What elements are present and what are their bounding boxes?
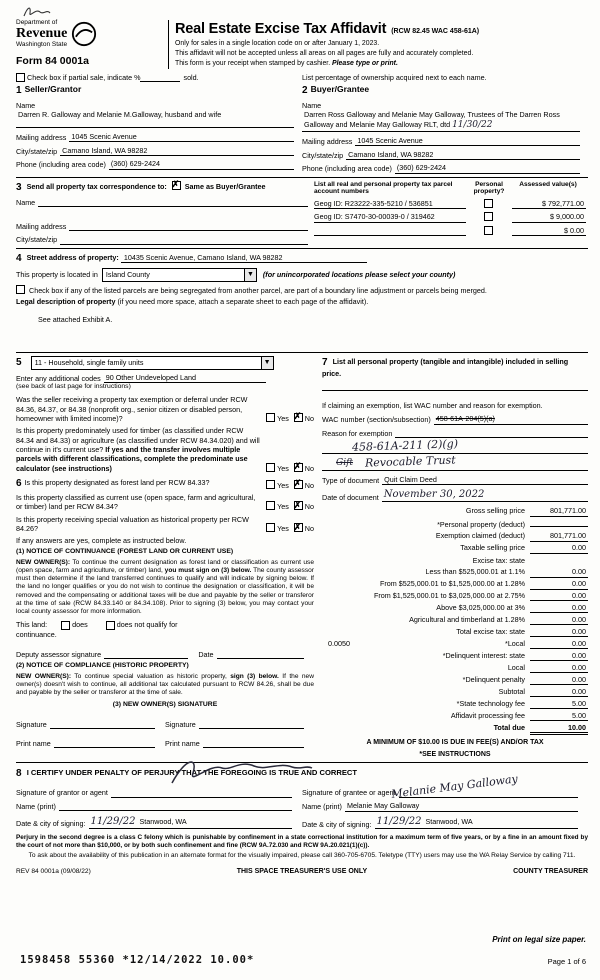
partial-sale-checkbox[interactable] <box>16 73 25 82</box>
form-number: Form 84 0001a <box>16 55 89 68</box>
unincorporated-note: (for unincorporated locations please select your county) <box>262 270 456 280</box>
revenue-wordmark: Revenue <box>16 25 68 41</box>
street-address-field[interactable]: 10435 Scenic Avenue, Camano Island, WA 98282 <box>121 253 367 263</box>
buyer-section: 2 Buyer/Grantee Name Darren Ross Galloway and Melanie May Galloway, Trustees of The Darren Ross Galloway and Melanie May Galloway RLT, dtd 11/30/22 Mailing address 1045 Scenic Avenue City/state/zip Camano Island, WA 98282 Phone (including area code) (360) 629-2424 <box>302 84 588 173</box>
q1-yes-checkbox[interactable] <box>266 413 275 422</box>
county-treasurer-label: COUNTY TREASURER <box>513 867 588 875</box>
forest-no-checkbox[interactable] <box>294 480 303 489</box>
form-footer <box>16 867 588 877</box>
does-qualify-checkbox[interactable] <box>61 621 70 630</box>
historic-yes-checkbox[interactable] <box>266 523 275 532</box>
partial-sale-label: Check box if partial sale, indicate % <box>27 72 141 82</box>
divider <box>16 248 588 249</box>
forest-land-question: Is this property designated as forest land per RCW 84.33? <box>24 478 210 488</box>
header-divider <box>168 20 169 69</box>
tax-computation-section: 7 List all personal property (tangible and intangible) included in selling price. If claiming an exemption, list WAC number and reason for exemption. WAC number (section/subsection) 458-61A-204(5)(a) Reason for exemption 458-61A-211 (2)(g) Gift Revocable Trust Type of document Quit Claim Deed Date of document November 30, 2022 Gross selling price 801,771.00 *Personal property (deduct) Exemption claimed (deduct) 801,771.00 Taxable selling price 0.00 Excise tax: state Less than $525,000.01 at 1.1% 0.00 From $525,000.01 to $1,525,000.00 at 1.28% 0.00 From $1,525,000.01 to $3,025,000.00 at 2.75% 0.00 Above $3,025,000.00 at 3% 0.00 Agricultural and timberland at 1.28% 0.00 Total excise tax: state 0.00 0.0050 *Local 0.00 *Delinquent interest: state 0.00 Local 0.00 *Delinquent penalty 0.00 Subtotal 0.00 *State technology fee 5.00 Affidavit processing fee 5.00 Total due 10.00 A MINIMUM OF $10.00 IS DUE IN FEE(S) AND/OR TAX *SEE INSTRUCTIONS <box>322 356 586 759</box>
tier3-tax-field[interactable]: 0.00 <box>530 591 588 601</box>
perjury-certification-statement: I CERTIFY UNDER PENALTY OF PERJURY THAT THE FOREGOING IS TRUE AND CORRECT <box>26 768 358 778</box>
q2-no-checkbox[interactable] <box>294 463 303 472</box>
notice-continuance-title: (1) NOTICE OF CONTINUANCE (FOREST LAND OR CURRENT USE) <box>16 547 234 555</box>
section-6-number: 6 <box>16 478 22 490</box>
notice-compliance-title: (2) NOTICE OF COMPLIANCE (HISTORIC PROPERTY) <box>16 662 189 670</box>
historic-property-question: Is this property receiving special valuation as historical property per RCW 84.26? <box>16 514 249 534</box>
parcel-col-header: List all real and personal property tax parcel account numbers <box>314 180 453 196</box>
section-7-number: 7 <box>322 356 328 368</box>
divider <box>16 177 588 178</box>
new-owner-signature-title: (3) NEW OWNER(S) SIGNATURE <box>112 700 218 708</box>
personal-property-intro: List all personal property (tangible and intangible) included in selling price. <box>322 356 569 378</box>
tier2-tax-field[interactable]: 0.00 <box>530 579 588 589</box>
ownership-percentage-note: List percentage of ownership acquired next to each name. <box>302 72 487 82</box>
dor-logo <box>71 21 97 47</box>
designation-section: 6 Is this property designated as forest land per RCW 84.33? Yes ✗ No Is this property classified as current use (open space, farm and agricultural, or timber) land per RCW 84.34? Yes ✗ No Is this property receiving special valuation as historical property per RCW 84.26? Yes ✗ No If any answers are yes, complete as instructed below. (1) NOTICE OF CONTINUANCE (FOREST LAND OR CURRENT USE) NEW OWNER(S): To continue the current designation as forest land or classification as current use (open space, farm and agriculture, or timber) land, you must sign on (3) below. The county assessor must then determine if the land transferred continues to qualify and will indicate by signing below. If the land no longer qualifies or you do not wish to continue the designation or classification, it will be removed and the compensating or additional taxes will be due and payable by the seller or transferor at the time of sale (RCW 84.33.140 or 84.34.108). Prior to signing (3) below, you may contact your local county assessor for more information. This land: does does not qualify for continuance. Deputy assessor signature Date (2) NOTICE OF COMPLIANCE (HISTORIC PROPERTY) NEW OWNER(S): To continue special valuation as historic property, sign (3) below. If the new owner(s) doesn't wish to continue, all additional tax calculated pursuant to RCW 84.26, shall be due and payable by the seller or transferor at the time of sale. (3) NEW OWNER(S) SIGNATURE Signature Signature Print name Print name <box>16 477 314 748</box>
page-number: Page 1 of 6 <box>547 957 586 966</box>
seller-section: 1 Seller/Grantor Name Darren R. Galloway and Melanie M.Galloway, husband and wife Mailing address 1045 Scenic Avenue City/state/zip Camano Island, WA 98282 Phone (including area code) (360) 629-2424 <box>16 84 302 173</box>
use-code-section: 5 11 - Household, single family units ▼ Enter any additional codes 90 Other Undeveloped Land (see back of last page for instructions) Was the seller receiving a property tax exemption or deferral under RCW 84.36, 84.37, or 84.38 (nonprofit org., senior citizen or disabled person, homeowner with limited income)? Yes ✗ No Is this property predominately used for timber (as classified under RCW 84.34 and 84.33) or agriculture (as classified under RCW 84.34.020) and will continue in it's current use? If yes and the transfer involves multiple parcels with different classifications, complete the predominate use calculator (see instructions) Yes ✗ No <box>16 356 314 474</box>
grantor-date-city-field[interactable]: 11/29/22 Stanwood, WA <box>89 815 292 829</box>
buyer-phone-field[interactable]: (360) 629-2424 <box>395 163 580 173</box>
grantee-signature-handwriting: Melanie May Galloway <box>390 772 519 801</box>
buyer-name-field[interactable]: Darren Ross Galloway and Melanie May Galloway, Trustees of The Darren Ross Galloway and Melanie May Galloway RLT, dtd 11/30/22 <box>302 110 580 132</box>
assessed-value-field[interactable]: $ 9,000.00 <box>512 212 586 222</box>
deputy-assessor-signature-field[interactable] <box>104 649 188 659</box>
q1-no-checkbox[interactable] <box>294 413 303 422</box>
partial-sale-sold-label: sold. <box>183 72 199 82</box>
document-type-field[interactable]: Quit Claim Deed <box>382 475 588 485</box>
legal-description-label: Legal description of property <box>16 297 116 307</box>
reeta-form-page <box>16 20 588 876</box>
total-due-field[interactable]: 10.00 <box>530 723 588 735</box>
section-2-number: 2 <box>302 85 308 97</box>
partial-sale-percent-field[interactable] <box>140 81 180 82</box>
new-owner-print-name-field-2[interactable] <box>203 738 304 748</box>
document-date-field[interactable]: November 30, 2022 <box>382 488 588 502</box>
grantee-print-name-field[interactable]: Melanie May Galloway <box>345 801 578 811</box>
taxable-selling-price-field[interactable]: 0.00 <box>530 543 588 553</box>
agricultural-tax-field[interactable]: 0.00 <box>530 615 588 625</box>
seller-title: Seller/Grantor <box>24 84 82 95</box>
delinquent-penalty-field[interactable]: 0.00 <box>530 675 588 685</box>
section-8-number: 8 <box>16 768 22 780</box>
subtotal-field[interactable]: 0.00 <box>530 687 588 697</box>
located-in-label: This property is located in <box>16 270 98 280</box>
wac-number-field[interactable] <box>434 414 588 424</box>
chevron-down-icon[interactable]: ▼ <box>261 357 273 369</box>
seller-name-field[interactable]: Darren R. Galloway and Melanie M.Galloway, husband and wife <box>16 110 294 128</box>
street-address-label: Street address of property: <box>26 252 119 262</box>
gross-selling-price-field[interactable]: 801,771.00 <box>530 506 588 516</box>
tax-lines-table: Gross selling price 801,771.00 *Personal property (deduct) Exemption claimed (deduct) 801,771.00 Taxable selling price 0.00 Excise tax: state Less than $525,000.01 at 1.1% 0.00 From $525,000.01 to $1,525,000.00 at 1.28% 0.00 From $1,525,000.01 to $3,025,000.00 at 2.75% 0.00 Above $3,025,000.00 at 3% 0.00 Agricultural and timberland at 1.28% 0.00 Total excise tax: state 0.00 0.0050 *Local 0.00 *Delinquent interest: state 0.00 Local 0.00 *Delinquent penalty 0.00 Subtotal 0.00 *State technology fee 5.00 Affidavit processing fee 5.00 Total due 10.00 <box>322 506 588 735</box>
section-1-number: 1 <box>16 85 22 97</box>
grantor-print-name-field[interactable] <box>59 801 292 811</box>
legal-description-field[interactable]: See attached Exhibit A. <box>38 314 113 324</box>
delinquent-interest-local-field[interactable]: 0.00 <box>530 663 588 673</box>
buyer-title: Buyer/Grantee <box>310 84 370 95</box>
gift-struck-handwriting: Gift <box>336 458 354 469</box>
wac-number-struck: 458-61A-204(5)(a) <box>435 414 495 424</box>
current-use-yes-checkbox[interactable] <box>266 501 275 510</box>
personal-property-deduct-field[interactable] <box>530 518 588 527</box>
if-yes-note: If any answers are yes, complete as instructed below. <box>16 535 187 545</box>
correspondence-label: Send all property tax correspondence to: <box>26 181 167 191</box>
notice-continuance-body: NEW OWNER(S): To continue the current designation as forest land or classification as current use (open space, farm and agriculture, or timber) land, you must sign on (3) below. The county assessor must then determine if the land transferred continues to qualify and will indicate by signing below. If the land no longer qualifies or you do not wish to continue the designation or classification, it will be removed and the compensating or additional taxes will be due and payable by the seller or transferor at the time of sale (RCW 84.33.140 or 84.34.108). Prior to signing (3) below, you may contact your local county assessor for more information. <box>16 558 315 616</box>
form-header <box>16 20 588 69</box>
parcel-row <box>314 212 588 222</box>
seller-city-field[interactable]: Camano Island, WA 98282 <box>60 146 294 156</box>
correspondence-section: 3 Send all property tax correspondence to: ✗ Same as Buyer/Grantee Name Mailing address City/state/zip List all real and personal property tax parcel account numbers Personal property? Assessed value(s) Geog ID: R23222-335-5210 / 536851 $ 792,771.00 Geog ID: S7470-30-00039-0 / 319462 $ 9,000.00 $ 0.00 <box>16 181 588 245</box>
new-owner-print-name-field-1[interactable] <box>54 738 155 748</box>
this-land-label: This land: <box>16 620 48 630</box>
same-as-buyer-label: Same as Buyer/Grantee <box>184 181 266 191</box>
section-5-number: 5 <box>16 357 22 369</box>
affidavit-processing-fee-field[interactable]: 5.00 <box>530 711 588 721</box>
local-rate-value: 0.0050 <box>328 638 350 648</box>
county-select[interactable]: Island County ▼ <box>102 268 257 282</box>
page-title: Real Estate Excise Tax Affidavit <box>175 21 387 37</box>
local-tax-field[interactable]: 0.00 <box>530 639 588 649</box>
parcel-number-field[interactable] <box>314 226 466 236</box>
partial-sale-row <box>16 73 588 82</box>
see-instructions-note: *SEE INSTRUCTIONS <box>419 751 491 759</box>
parcel-number-field[interactable]: Geog ID: R23222-335-5210 / 536851 <box>314 199 466 209</box>
buyer-trust-date-handwriting: 11/30/22 <box>452 119 493 130</box>
handwritten-corner-mark <box>22 4 52 20</box>
exemption-note: If claiming an exemption, list WAC number and reason for exemption. <box>322 401 543 411</box>
personal-property-checkbox[interactable] <box>484 226 493 235</box>
assessed-value-field[interactable]: $ 792,771.00 <box>512 199 586 209</box>
same-as-buyer-checkbox[interactable] <box>172 181 181 190</box>
tier4-tax-field[interactable]: 0.00 <box>530 603 588 613</box>
additional-codes-field[interactable]: 90 Other Undeveloped Land <box>104 373 266 383</box>
continuance-label: continuance. <box>16 629 57 639</box>
assessed-value-col-header: Assessed value(s) <box>519 180 577 188</box>
land-use-code-select[interactable]: 11 - Household, single family units ▼ <box>31 356 274 370</box>
state-technology-fee-field[interactable]: 5.00 <box>530 699 588 709</box>
section-4-number: 4 <box>16 252 22 264</box>
divider <box>16 762 588 763</box>
header-note-1: Only for sales in a single location code on or after January 1, 2023. <box>175 39 380 47</box>
historic-no-checkbox[interactable] <box>294 523 303 532</box>
seller-mailing-field[interactable]: 1045 Scenic Avenue <box>69 132 294 142</box>
new-owner-signature-field-2[interactable] <box>199 719 304 729</box>
parcel-row <box>314 226 588 236</box>
notice-compliance-body: NEW OWNER(S): To continue special valuation as historic property, sign (3) below. If the new owner(s) doesn't wish to continue, all additional tax calculated pursuant to RCW 84.26, shall be due and payable by the seller or transferor at the time of sale. <box>16 672 314 697</box>
seller-phone-field[interactable]: (360) 629-2424 <box>109 159 294 169</box>
wac-number-handwriting: 458-61A-211 (2)(g) <box>351 437 459 454</box>
excise-tax-state-header: Excise tax: state <box>472 556 525 566</box>
buyer-mailing-field[interactable]: 1045 Scenic Avenue <box>355 136 580 146</box>
codes-instruction-note: (see back of last page for instructions) <box>16 383 131 391</box>
current-use-no-checkbox[interactable] <box>294 501 303 510</box>
total-excise-state-field[interactable]: 0.00 <box>530 627 588 637</box>
title-rcw-reference: (RCW 82.45 WAC 458-61A) <box>391 28 480 35</box>
delinquent-interest-state-field[interactable]: 0.00 <box>530 651 588 661</box>
exemption-deferral-question: Was the seller receiving a property tax exemption or deferral under RCW 84.36, 84.37, or 84.38 (nonprofit org., senior citizen or disabled person, homeowner with limited income)? <box>16 395 248 423</box>
grantor-signature-field[interactable] <box>111 788 292 798</box>
parties-section <box>16 84 588 173</box>
segregated-label: Check box if any of the listed parcels are being segregated from another parcel, are part of a boundary line adjustment or parcels being merged. <box>29 285 487 295</box>
accessibility-note: To ask about the availability of this publication in an alternate format for the visually impaired, please call 360-705-6705. Teletype (TTY) users may use the WA Relay Service by calling 711. <box>28 852 576 859</box>
new-owner-signature-field-1[interactable] <box>50 719 155 729</box>
parcel-number-field[interactable]: Geog ID: S7470-30-00039-0 / 319462 <box>314 212 466 222</box>
cashier-stamp: 1598458 55360 *12/14/2022 10.00* <box>20 954 255 966</box>
header-note-3: This form is your receipt when stamped by cashier. Please type or print. <box>175 59 398 67</box>
forest-yes-checkbox[interactable] <box>266 480 275 489</box>
personal-property-checkbox[interactable] <box>484 212 493 221</box>
current-use-question: Is this property classified as current use (open space, farm and agricultural, or timber) land per RCW 84.34? <box>16 493 256 512</box>
tier1-tax-field[interactable]: 0.00 <box>530 567 588 577</box>
correspondence-mailing-field[interactable] <box>69 221 308 231</box>
parcel-table <box>314 181 588 245</box>
grantee-date-city-field[interactable]: 11/29/22 Stanwood, WA <box>375 815 578 829</box>
correspondence-name-field[interactable] <box>38 197 308 207</box>
buyer-city-field[interactable]: Camano Island, WA 98282 <box>346 150 580 160</box>
treasurer-space-label: THIS SPACE TREASURER'S USE ONLY <box>236 867 368 875</box>
washington-state-label: Washington State <box>16 40 68 48</box>
assessed-value-field[interactable]: $ 0.00 <box>512 226 586 236</box>
correspondence-city-field[interactable] <box>60 235 308 245</box>
print-legal-note: Print on legal size paper. <box>492 935 586 944</box>
q2-yes-checkbox[interactable] <box>266 463 275 472</box>
deputy-date-field[interactable] <box>217 649 304 659</box>
divider <box>16 352 588 353</box>
personal-property-list-field[interactable] <box>322 381 588 391</box>
parcel-row <box>314 199 588 209</box>
perjury-notice: Perjury in the second degree is a class C felony which is punishable by confinement in a state correctional institution for a maximum term of five years, or by a fine in an amount fixed by the court of not more than $10,000, or by both such confinement and fine (RCW 9A.72.030 and RCW 9A.20.021(1)(c)). <box>16 834 588 849</box>
section-3-number: 3 <box>16 181 22 193</box>
property-section: 4 Street address of property: 10435 Scenic Avenue, Camano Island, WA 98282 This property is located in Island County ▼ (for unincorporated locations please select your county) Check box if any of the listed parcels are being segregated from another parcel, are part of a boundary line adjustment or parcels being merged. Legal description of property (if you need more space, attach a separate sheet to each page of the affidavit). See attached Exhibit A. <box>16 252 588 349</box>
segregated-checkbox[interactable] <box>16 285 25 294</box>
exemption-claimed-field[interactable]: 801,771.00 <box>530 531 588 541</box>
exemption-reason-field[interactable] <box>395 428 588 438</box>
personal-property-col-header: Personal property? <box>473 180 505 196</box>
certification-section: 8 I CERTIFY UNDER PENALTY OF PERJURY THAT THE FOREGOING IS TRUE AND CORRECT Signature of grantor or agent Name (print) Date & city of signing: 11/29/22 Stanwood, WA Melanie May Galloway Signature of grantee or agent Name (print) Melanie May Galloway Date & city of signing: 11/29/22 Stanwood, WA <box>16 767 588 829</box>
chevron-down-icon[interactable]: ▼ <box>244 269 256 281</box>
rev-number: REV 84 0001a (09/08/22) <box>16 867 91 875</box>
does-not-qualify-checkbox[interactable] <box>106 621 115 630</box>
header-note-2: This affidavit will not be accepted unless all areas on all pages are fully and accurately completed. <box>175 49 474 57</box>
exemption-reason-handwriting: Revocable Trust <box>364 453 456 470</box>
minimum-due-note: A MINIMUM OF $10.00 IS DUE IN FEE(S) AND/OR TAX <box>366 738 544 746</box>
timber-agriculture-question: Is this property predominately used for timber (as classified under RCW 84.34 and 84.33) or agriculture (as classified under RCW 84.34.020) and will continue in it's current use? <box>16 426 260 454</box>
dept-of-label: Department of <box>16 19 58 26</box>
personal-property-checkbox[interactable] <box>484 199 493 208</box>
